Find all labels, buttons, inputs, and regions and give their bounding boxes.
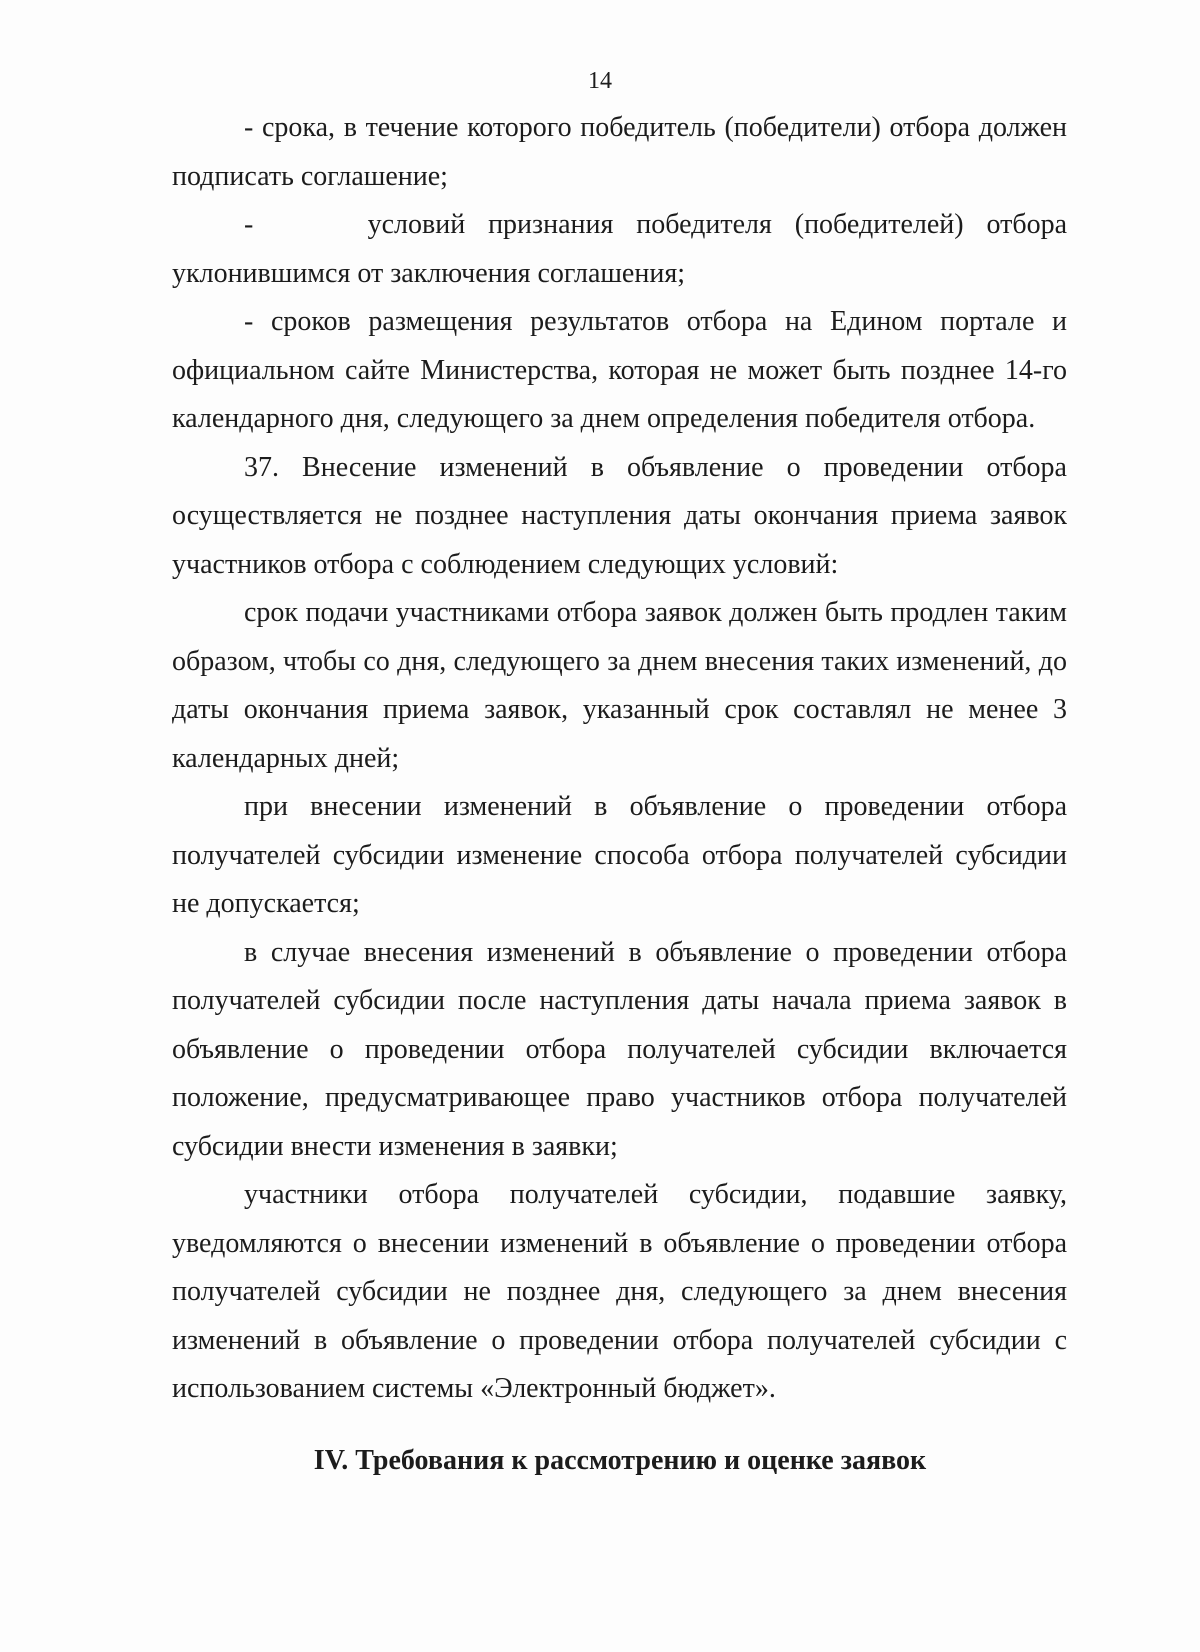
paragraph-37-amendments: 37. Внесение изменений в объявление о проведении отбора осуществляется не позднее наступления даты окончания приема заявок участников отбора с соблюдением следующих условий: [172, 451, 1067, 580]
document-body [172, 104, 1067, 1414]
paragraph-notification: участники отбора получателей субсидии, подавшие заявку, уведомляются о внесении изменений в объявление о проведении отбора получателей субсидии не позднее дня, следующего за днем внесения изменений в объявление о проведении отбора получателей субсидии с использованием системы «Электронный бюджет». [172, 1179, 1067, 1404]
paragraph-evasion-conditions: - условий признания победителя (победителей) отбора уклонившимся от заключения соглашения; [172, 209, 1067, 289]
section-heading: IV. Требования к рассмотрению и оценке заявок [313, 1445, 927, 1476]
page-number: 14 [588, 68, 612, 94]
paragraph-signing-term: - срока, в течение которого победитель (победители) отбора должен подписать соглашение; [172, 112, 1067, 192]
paragraph-method-change: при внесении изменений в объявление о проведении отбора получателей субсидии изменение способа отбора получателей субсидии не допускается; [172, 791, 1067, 919]
paragraph-results-placement: - сроков размещения результатов отбора на Едином портале и официальном сайте Министерства, которая не может быть позднее 14-го календарного дня, следующего за днем определения победителя отбора. [172, 306, 1067, 434]
paragraph-right-to-amend: в случае внесения изменений в объявление о проведении отбора получателей субсидии после наступления даты начала приема заявок в объявление о проведении отбора получателей субсидии включается положение, предусматривающее право участников отбора получателей субсидии внести изменения в заявки; [172, 936, 1067, 1162]
paragraph-deadline-extension: срок подачи участниками отбора заявок должен быть продлен таким образом, чтобы со дня, следующего за днем внесения таких изменений, до даты окончания приема заявок, указанный срок составлял не менее 3 календарных дней; [172, 597, 1067, 774]
